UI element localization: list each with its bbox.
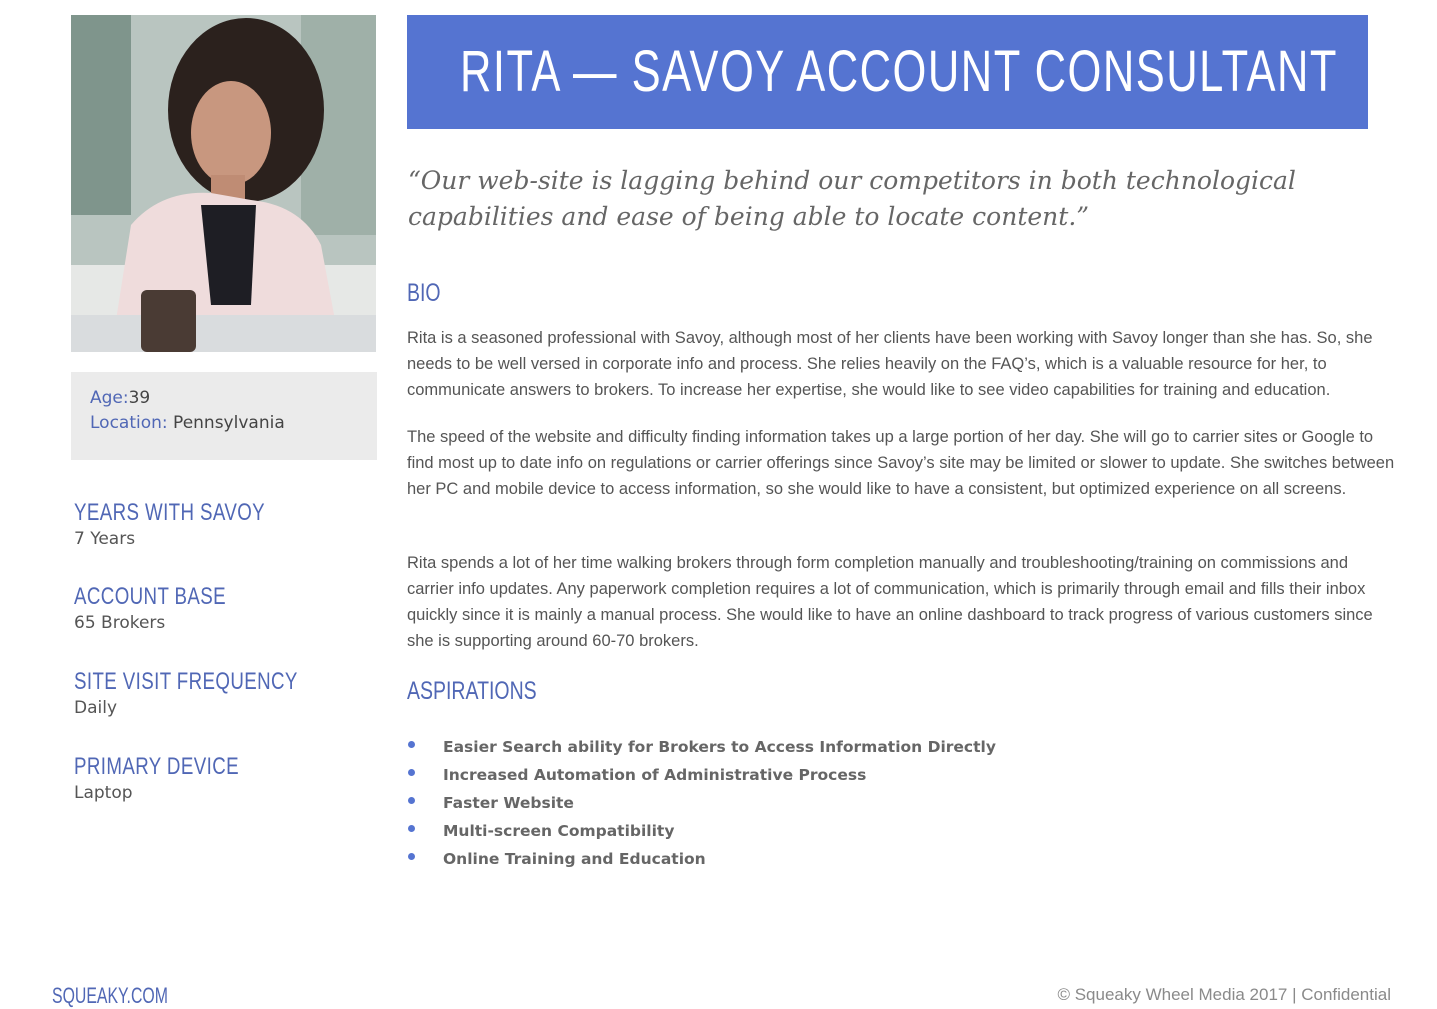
demographics-panel: [71, 372, 377, 460]
stat-label: SITE VISIT FREQUENCY: [74, 668, 298, 695]
stat-value: Daily: [74, 698, 118, 718]
list-item: [407, 791, 996, 819]
stat-years-with-savoy: [74, 499, 319, 549]
location-label: Location:: [90, 413, 168, 433]
footer-copyright: © Squeaky Wheel Media 2017 | Confidential: [1057, 985, 1391, 1004]
stat-site-visit-frequency: [74, 668, 361, 718]
list-item: [407, 735, 996, 763]
bio-paragraph: Rita spends a lot of her time walking brokers through form completion manually and troubleshooting/training on commissions and carrier info updates. Any paperwork completion requires a lot of communication, which is primarily through email and fills their inbox quickly since it is mainly a manual process. She would like to have an online dashboard to track progress of various customers since she is supporting around 60-70 brokers.: [407, 554, 1373, 650]
persona-quote: “Our web-site is lagging behind our competitors in both technological capabilities and ease of being able to locate content.”: [408, 166, 1296, 231]
bullet-icon: [408, 769, 415, 776]
list-item: [407, 819, 996, 847]
aspiration-text: Multi-screen Compatibility: [443, 822, 675, 840]
footer-site-link[interactable]: SQUEAKY.COM: [52, 983, 168, 1008]
aspiration-text: Easier Search ability for Brokers to Access Information Directly: [443, 738, 996, 756]
bio-heading: BIO: [407, 279, 441, 307]
stat-value: 7 Years: [74, 529, 136, 549]
bio-paragraph: The speed of the website and difficulty finding information takes up a large portion of her day. She will go to carrier sites or Google to find most up to date info on regulations or carrier offerings since Savoy’s site may be limited or slower to update. She switches between her PC and mobile device to access information, so she would like to have a consistent, but optimized experience on all screens.: [407, 428, 1395, 498]
page-title: RITA — SAVOY ACCOUNT CONSULTANT: [460, 39, 1338, 104]
aspirations-list: [407, 735, 996, 875]
age-row: [90, 388, 150, 408]
aspiration-text: Increased Automation of Administrative Process: [443, 766, 867, 784]
bullet-icon: [408, 797, 415, 804]
location-value: Pennsylvania: [173, 413, 285, 433]
bio-paragraph: Rita is a seasoned professional with Savoy, although most of her clients have been working with Savoy longer than she has. So, she needs to be well versed in corporate info and process. She relies heavily on the FAQ’s, which is a valuable resource for her, to communicate answers to brokers. To increase her expertise, she would like to see video capabilities for training and education.: [407, 329, 1373, 399]
aspiration-text: Online Training and Education: [443, 850, 706, 868]
aspirations-heading: ASPIRATIONS: [407, 677, 537, 705]
stat-label: PRIMARY DEVICE: [74, 753, 239, 780]
stat-primary-device: [74, 753, 286, 803]
bullet-icon: [408, 741, 415, 748]
persona-photo-illustration: [71, 15, 376, 352]
location-row: [90, 413, 285, 433]
title-banner: [407, 15, 1368, 129]
list-item: [407, 763, 996, 791]
bullet-icon: [408, 853, 415, 860]
stat-account-base: [74, 583, 269, 633]
stat-label: YEARS WITH SAVOY: [74, 499, 266, 526]
age-label: Age:: [90, 388, 129, 408]
age-value: 39: [128, 388, 151, 408]
list-item: [407, 847, 996, 875]
aspiration-text: Faster Website: [443, 794, 574, 812]
stat-value: 65 Brokers: [74, 613, 166, 633]
stat-label: ACCOUNT BASE: [74, 583, 227, 610]
persona-photo: [71, 15, 376, 352]
stat-value: Laptop: [74, 783, 133, 803]
bullet-icon: [408, 825, 415, 832]
